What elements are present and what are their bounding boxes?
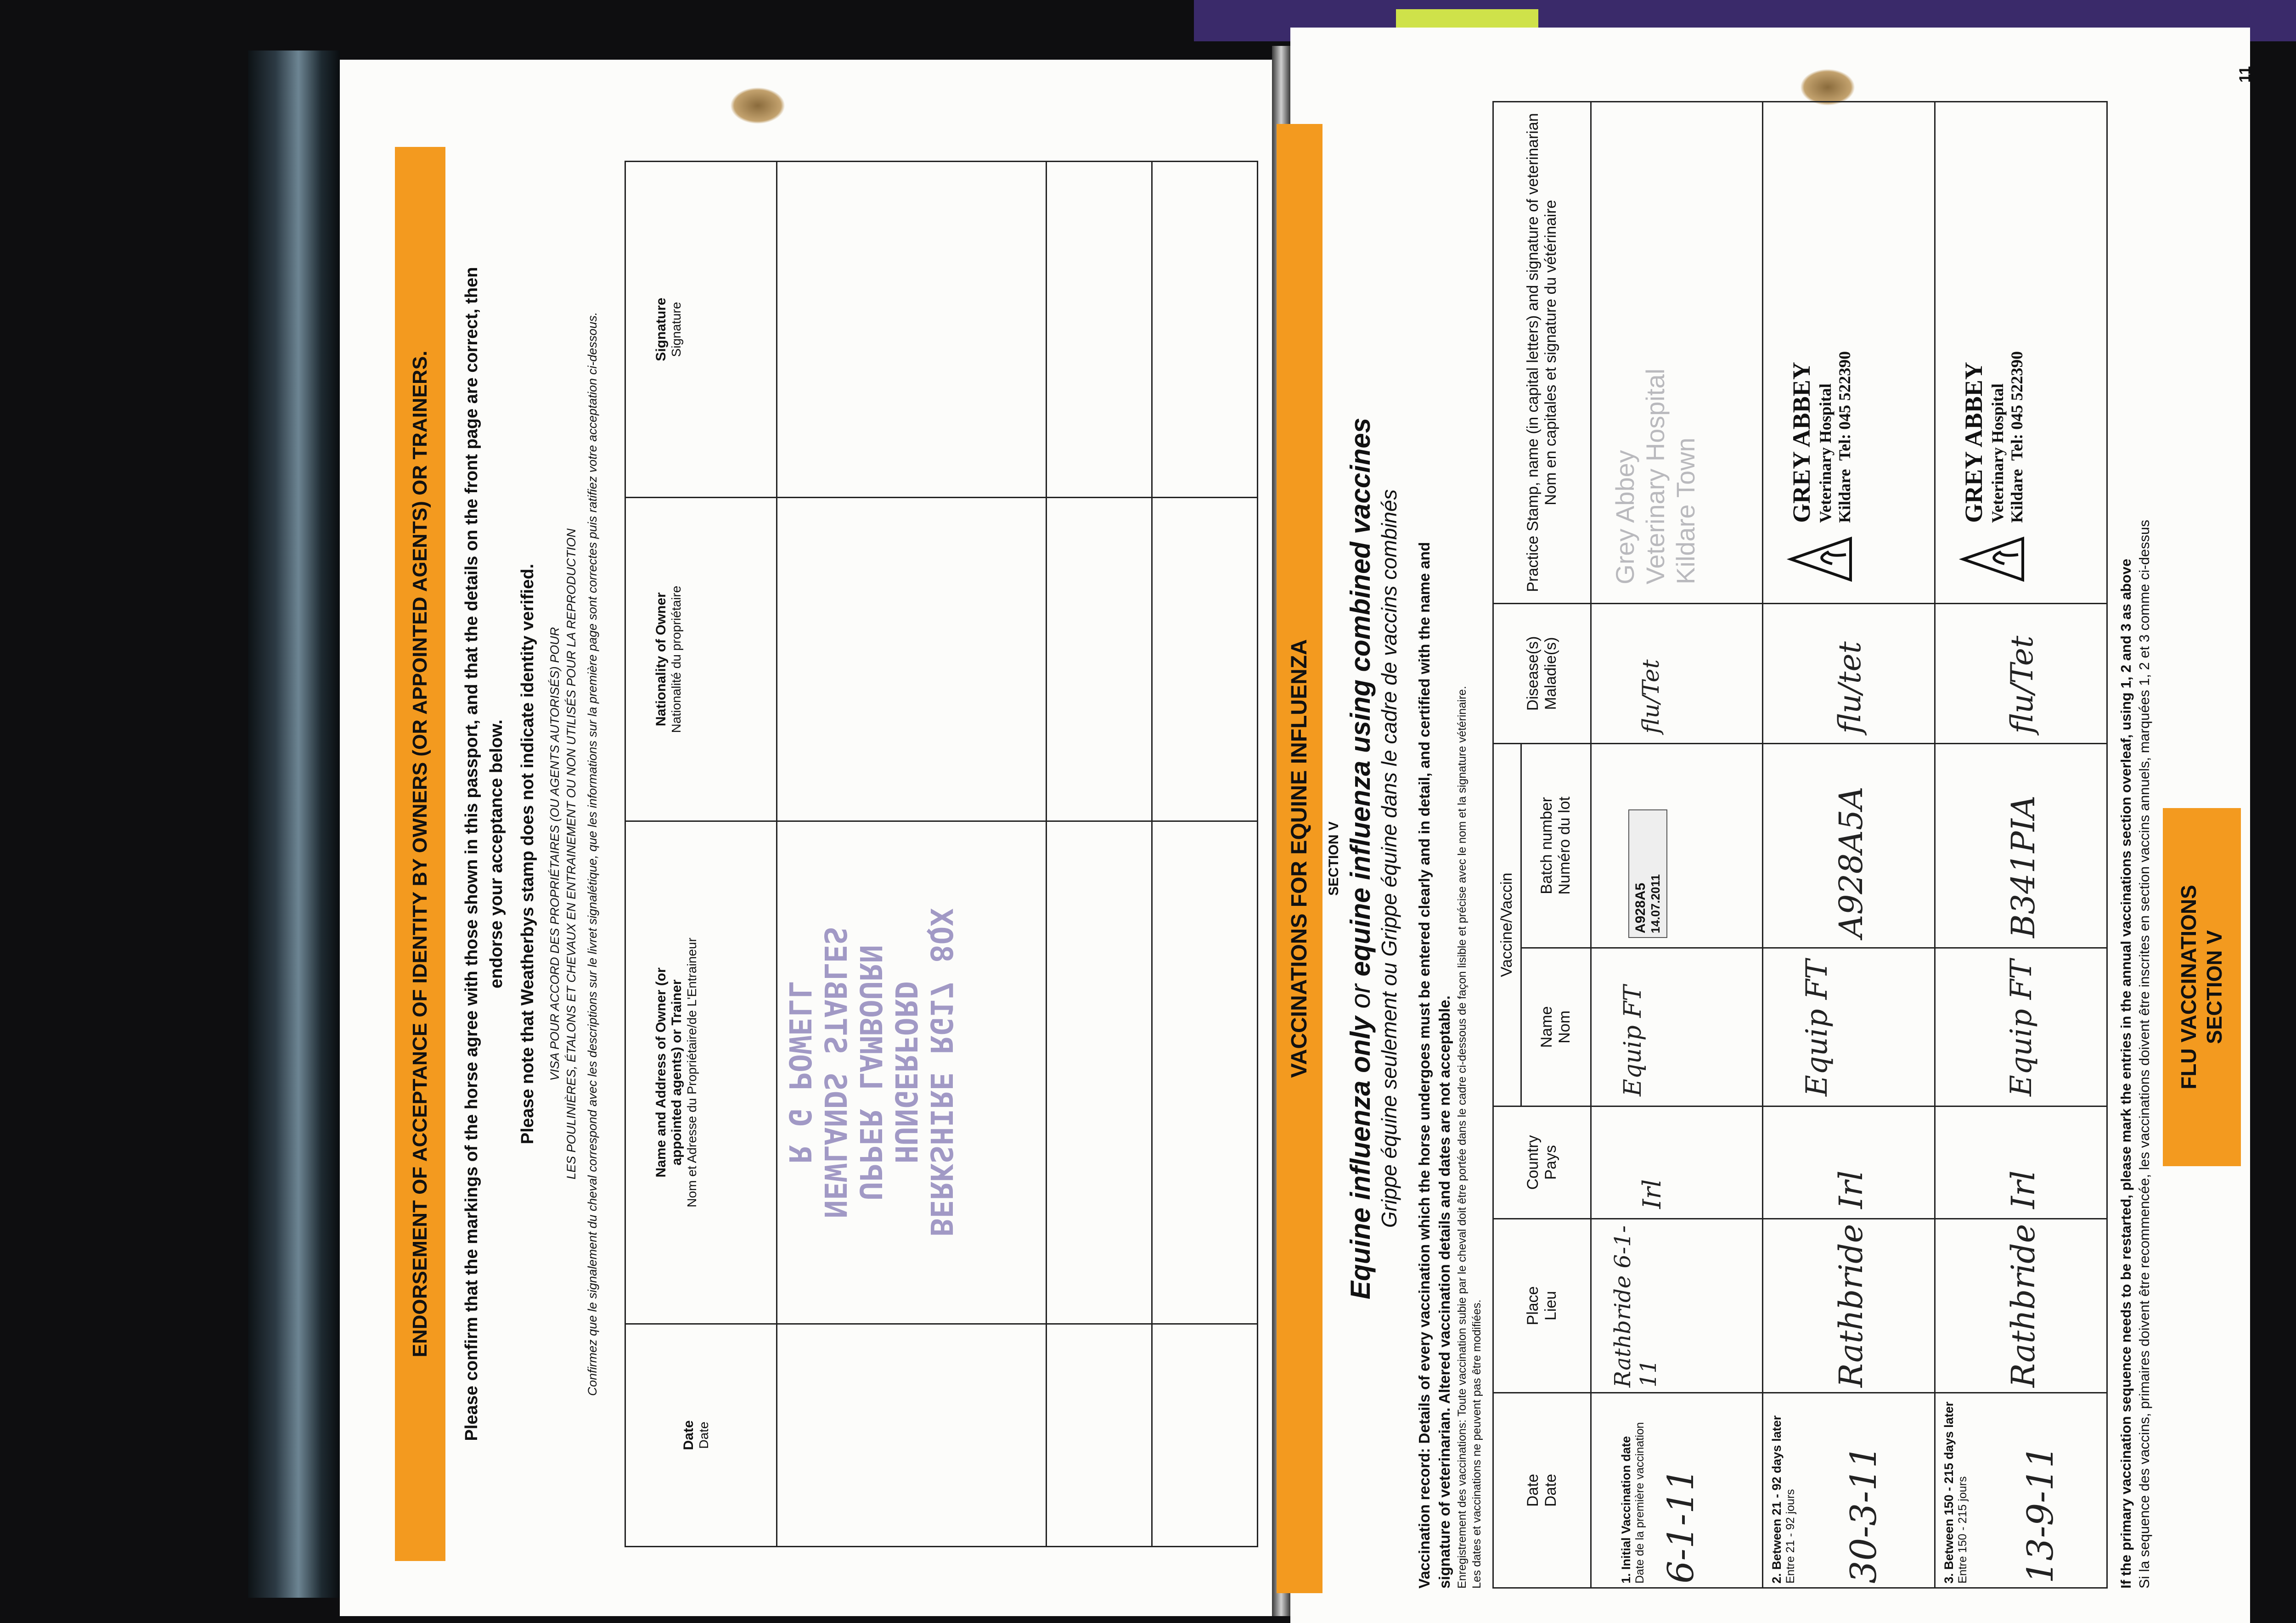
record-line: signature of veterinarian. Altered vaccination details and dates are not acceptable.: [1436, 995, 1453, 1589]
vaccine-name-cell[interactable]: Equip FT: [1935, 948, 2107, 1106]
col-practice-stamp: [1493, 102, 1591, 604]
row-label: 3. Between 150 - 215 days later: [1942, 1401, 1956, 1584]
country-cell[interactable]: Irl: [1763, 1106, 1935, 1219]
stamp-line: GREY ABBEY: [1788, 362, 1816, 523]
stamp-line: Grey Abbey: [1610, 450, 1639, 584]
date-cell[interactable]: [1763, 1393, 1935, 1588]
nationality-cell[interactable]: [777, 498, 1047, 821]
left-page-content: [395, 129, 1267, 1561]
date-cell[interactable]: [777, 1324, 1047, 1547]
stamp-line: R G POWELL: [782, 981, 817, 1164]
nationality-cell[interactable]: [1152, 498, 1258, 821]
fr-visa-2: LES POULINIÈRES, ÉTALONS ET CHEVAUX EN ENTRAINEMENT OU NON UTILISÉS POUR LA REPRODUCTION: [564, 528, 578, 1179]
header-fr: Nom: [1556, 1010, 1574, 1044]
stain: [730, 87, 785, 124]
row-label-fr: Entre 150 - 215 jours: [1956, 1476, 1970, 1584]
owner-cell[interactable]: [1047, 821, 1152, 1324]
title-or: or: [1345, 976, 1376, 1016]
country-cell[interactable]: Irl: [1591, 1106, 1763, 1219]
header-en: Disease(s): [1524, 636, 1542, 711]
stamp-line: HUNGERFORD: [888, 981, 923, 1164]
row-label-fr: Entre 21 - 92 jours: [1784, 1489, 1797, 1584]
horse-logo-icon: [1958, 534, 2027, 584]
stamp-line: Veterinary Hospital: [1988, 383, 2007, 523]
header-en: Nationality of Owner: [653, 592, 669, 726]
disease-cell[interactable]: flu/tet: [1763, 603, 1935, 743]
stamp-line: NEWLANDS STABLES: [817, 927, 853, 1219]
stamp-line: UPPER LAMBOURN: [853, 944, 888, 1201]
stamp-line: Kildare Town: [1671, 438, 1700, 584]
col-country: [1493, 1106, 1591, 1219]
col-place: [1493, 1219, 1591, 1393]
header-en: Signature: [653, 298, 669, 361]
record-fr-line: Enregistrement des vaccinations: Toute vaccination subie par le cheval doit être portée dans le cadre ci-dessous de façon lisible et précise avec le nom et la signature vétérinaire.: [1456, 686, 1469, 1589]
tab-line: FLU VACCINATIONS: [2177, 885, 2200, 1089]
header-en: Name and Address of Owner (or appointed agents) or Trainer: [653, 967, 684, 1178]
page-number: 11: [2236, 66, 2254, 83]
stamp-line: [1835, 351, 1854, 523]
header-fr: Maladie(s): [1542, 637, 1559, 710]
vaccination-row-2: [1763, 102, 1935, 1588]
french-visa: [546, 147, 601, 1561]
place-cell[interactable]: Rathbride: [1763, 1219, 1935, 1393]
fr-visa-1: VISA POUR ACCORD DES PROPRIÉTAIRES (OU AGENTS AUTORISÉS) POUR: [548, 627, 562, 1081]
col-signature: [625, 162, 777, 498]
vaccine-title-fr: Grippe équine seulement ou Grippe équine dans le cadre de vaccins combinés: [1377, 489, 1401, 1228]
batch-cell[interactable]: B341PIA: [1935, 743, 2107, 948]
passport-binding: [248, 51, 340, 1598]
header-en: Name: [1538, 1006, 1556, 1048]
stamp-phone: Tel: 045 522390: [2008, 351, 2026, 461]
header-en: Practice Stamp, name (in capital letters) and signature of veterinarian: [1524, 113, 1542, 592]
header-en: Place: [1524, 1286, 1542, 1325]
stamp-text: [1959, 351, 2026, 523]
section-tab[interactable]: [2163, 808, 2241, 1166]
vaccine-name-cell[interactable]: Equip FT: [1591, 948, 1763, 1106]
stamp-phone: Tel: 045 522390: [1835, 351, 1854, 461]
endorsement-banner: ENDORSEMENT OF ACCEPTANCE OF IDENTITY BY OWNERS (OR APPOINTED AGENTS) OR TRAINERS.: [395, 147, 445, 1561]
signature-cell[interactable]: [777, 162, 1047, 498]
disease-cell[interactable]: flu/Tet: [1935, 603, 2107, 743]
vaccination-table: [1492, 101, 2108, 1589]
sticker-expiry: 14.07.2011: [1648, 874, 1662, 933]
header-fr: Date: [1542, 1474, 1559, 1507]
col-nationality: [625, 498, 777, 821]
header-fr: Nom en capitales et signature du vétérinaire: [1542, 200, 1559, 505]
row-label-fr: Date de la première vaccination: [1633, 1422, 1646, 1584]
country-cell[interactable]: Irl: [1935, 1106, 2107, 1219]
owner-cell[interactable]: [777, 821, 1047, 1324]
stamp-line: GREY ABBEY: [1960, 362, 1988, 523]
stamp-town: Kildare: [2008, 469, 2026, 523]
nationality-cell[interactable]: [1047, 498, 1152, 821]
tab-line: SECTION V: [2202, 930, 2226, 1044]
record-line: Vaccination record: Details of every vaccination which the horse undergoes must be entered clearly and in detail, and certified with the name and: [1416, 542, 1433, 1589]
practice-stamp-faded: [1610, 121, 1701, 584]
stamp-cell[interactable]: [1591, 102, 1763, 604]
header-en: Date: [681, 1420, 696, 1450]
col-vaccine-group: Vaccine/Vaccin: [1493, 743, 1521, 1106]
vaccination-row-1: [1591, 102, 1763, 1588]
handwritten-date: 6-1-11: [1660, 1468, 1702, 1584]
endorsement-table: [625, 161, 1258, 1547]
endorsement-intro: [459, 147, 540, 1561]
table-row: [1152, 162, 1258, 1547]
table-row: [1047, 162, 1152, 1547]
vaccination-row-3: [1935, 102, 2107, 1588]
signature-cell[interactable]: [1152, 162, 1258, 498]
table-row: [777, 162, 1047, 1547]
restart-note: [2117, 73, 2154, 1589]
record-fr-line: Les dates et vaccinations ne peuvent pas être modifiées.: [1470, 1299, 1483, 1589]
signature-cell[interactable]: [1047, 162, 1152, 498]
date-cell[interactable]: [1591, 1393, 1763, 1588]
stamp-line: Veterinary Hospital: [1816, 383, 1835, 523]
section-label: SECTION V: [1326, 821, 1341, 896]
stamp-town: Kildare: [1835, 469, 1854, 523]
fr-confirm: Confirmez que le signalement du cheval correspond avec les descriptions sur le livret signalétique, que les informations sur la première page sont correctes puis ratifiez votre acceptation ci-dessous.: [585, 312, 599, 1396]
footer-line: If the primary vaccination sequence needs to be restarted, please mark the entries in the annual vaccinations section overleaf, using 1, 2 and 3 as above: [2118, 558, 2134, 1589]
header-fr: Nom et Adresse du Propriétaire/de L'Entraineur: [685, 938, 699, 1207]
header-fr: Numéro du lot: [1556, 797, 1574, 895]
right-page-content: [1277, 60, 2255, 1593]
col-date: [625, 1324, 777, 1547]
stamp-line: [2007, 351, 2026, 523]
col-disease: [1493, 603, 1591, 743]
header-en: Batch number: [1538, 797, 1556, 894]
header-en: Date: [1524, 1474, 1542, 1507]
owner-stamp: [782, 822, 959, 1323]
col-batch: [1521, 743, 1591, 948]
horse-logo-icon: [1786, 534, 1855, 584]
vaccine-title: [1345, 124, 1376, 1593]
title-part: equine influenza using combined vaccines: [1345, 417, 1376, 977]
owner-cell[interactable]: [1152, 821, 1258, 1324]
table-header-row: [1493, 102, 1521, 1588]
batch-sticker: [1628, 809, 1667, 938]
row-label: 2. Between 21 - 92 days later: [1770, 1415, 1784, 1584]
batch-cell[interactable]: A928A5A: [1763, 743, 1935, 948]
header-fr: Lieu: [1542, 1291, 1559, 1321]
vaccine-name-cell[interactable]: Equip FT: [1763, 948, 1935, 1106]
influenza-banner: VACCINATIONS FOR EQUINE INFLUENZA: [1277, 124, 1322, 1593]
col-owner: [625, 821, 777, 1324]
sticker-batch: A928A5: [1632, 882, 1648, 933]
place-cell[interactable]: Rathbride: [1935, 1219, 2107, 1393]
stamp-cell[interactable]: [1935, 102, 2107, 604]
date-cell[interactable]: [1047, 1324, 1152, 1547]
title-part: Equine influenza only: [1345, 1016, 1376, 1300]
stamp-line: Veterinary Hospital: [1640, 368, 1670, 584]
row-label: 1. Initial Vaccination date: [1619, 1436, 1633, 1584]
place-cell[interactable]: Rathbride 6-1-11: [1591, 1219, 1763, 1393]
intro-note: Please note that Weatherbys stamp does not indicate identity verified.: [518, 563, 537, 1145]
table-header-row: [625, 162, 777, 1547]
footer-line-fr: Si la sequence des vaccins, primaires doivent être recommencée, les vaccinations doivent être inscrites en section vaccins annuels, marquées 1, 2 et 3 comme ci-dessus: [2136, 520, 2152, 1589]
record-instructions: [1414, 92, 1484, 1589]
header-fr: Pays: [1542, 1145, 1559, 1180]
intro-line-1: Please confirm that the markings of the horse agree with those shown in this passport, and that the details on the front page are correct, then: [462, 267, 481, 1441]
header-en: Country: [1524, 1135, 1542, 1190]
practice-stamp: [1786, 121, 1855, 584]
date-cell[interactable]: [1152, 1324, 1258, 1547]
stamp-line: BERKSHIRE RG17 8QX: [923, 908, 959, 1237]
handwritten-date: 30-3-11: [1843, 1445, 1885, 1584]
batch-cell[interactable]: [1591, 743, 1763, 948]
header-fr: Nationalité du propriétaire: [669, 585, 683, 733]
header-fr: Signature: [669, 302, 683, 357]
date-cell[interactable]: [1935, 1393, 2107, 1588]
intro-line-2: endorse your acceptance below.: [487, 719, 506, 988]
stamp-text: [1787, 351, 1854, 523]
stamp-cell[interactable]: [1763, 102, 1935, 604]
col-vaccine-name: [1521, 948, 1591, 1106]
handwritten-date: 13-9-11: [2020, 1445, 2062, 1584]
col-date: [1493, 1393, 1591, 1588]
header-fr: Date: [697, 1421, 711, 1449]
disease-cell[interactable]: flu/Tet: [1591, 603, 1763, 743]
practice-stamp: [1958, 121, 2027, 584]
